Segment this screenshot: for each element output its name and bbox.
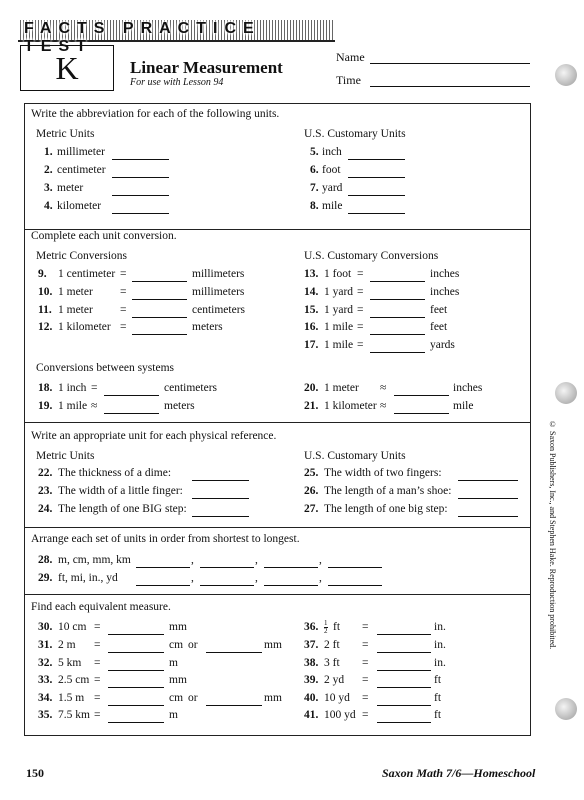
item-number: 18.	[38, 382, 53, 394]
comma-separator: ,	[319, 572, 322, 584]
operator: =	[91, 382, 98, 394]
item-number: 14.	[304, 286, 319, 298]
answer-blank[interactable]	[108, 670, 164, 671]
unit-label: meters	[164, 400, 195, 412]
operator: ≈	[380, 400, 387, 412]
item-number: 22.	[38, 467, 53, 479]
column-heading: U.S. Customary Units	[304, 450, 406, 462]
unit-label: cm	[169, 692, 184, 704]
item-label: The length of a man’s shoe:	[324, 485, 452, 497]
unit-label: feet	[430, 321, 448, 333]
item-number: 12.	[38, 321, 53, 333]
quantity-label: 3 ft	[324, 657, 340, 669]
equals-sign: =	[362, 657, 369, 669]
quantity-label: 2 ft	[324, 639, 340, 651]
quantity-label: 1 meter	[324, 382, 359, 394]
unit-label: in.	[434, 621, 446, 633]
copyright-note: © Saxon Publishers, Inc., and Stephen Hake. Reproduction prohibited.	[548, 420, 557, 650]
answer-blank[interactable]	[370, 281, 425, 282]
answer-blank[interactable]	[458, 480, 518, 481]
answer-blank[interactable]	[377, 652, 431, 653]
item-number: 21.	[304, 400, 319, 412]
item-label: m, cm, mm, km	[58, 554, 131, 566]
answer-blank[interactable]	[108, 722, 164, 723]
item-number: 16.	[304, 321, 319, 333]
item-number: 1.	[44, 146, 53, 158]
column-heading: U.S. Customary Units	[304, 128, 406, 140]
item-number: 31.	[38, 639, 53, 651]
item-number: 25.	[304, 467, 319, 479]
operator: =	[120, 321, 127, 333]
unit-label: mm	[169, 621, 187, 633]
answer-blank[interactable]	[112, 195, 169, 196]
book-title: Saxon Math 7/6—Homeschool	[382, 766, 536, 780]
test-letter-box: K	[20, 45, 114, 91]
binder-hole	[555, 382, 577, 404]
quantity-label: 10 yd	[324, 692, 350, 704]
operator: =	[357, 286, 364, 298]
unit-label: mm	[169, 674, 187, 686]
item-number: 34.	[38, 692, 53, 704]
item-number: 38.	[304, 657, 319, 669]
answer-blank[interactable]	[108, 687, 164, 688]
page-title: Linear Measurement	[130, 58, 283, 77]
order-blank[interactable]	[136, 567, 190, 568]
fraction-numerator: 1	[324, 619, 328, 627]
item-label: kilometer	[57, 200, 102, 212]
answer-blank[interactable]	[192, 516, 249, 517]
page-subtitle: For use with Lesson 94	[130, 77, 224, 88]
item-label: yard	[322, 182, 343, 194]
unit-label: centimeters	[164, 382, 218, 394]
answer-blank[interactable]	[377, 722, 431, 723]
order-blank[interactable]	[264, 585, 318, 586]
quantity-label: 1 foot	[324, 268, 352, 280]
answer-blank[interactable]	[206, 652, 262, 653]
item-number: 4.	[44, 200, 53, 212]
answer-blank[interactable]	[132, 334, 187, 335]
operator: =	[120, 286, 127, 298]
answer-blank[interactable]	[132, 317, 187, 318]
item-number: 13.	[304, 268, 319, 280]
item-number: 19.	[38, 400, 53, 412]
item-number: 6.	[310, 164, 319, 176]
answer-blank[interactable]	[458, 516, 518, 517]
quantity-label: 1 yard	[324, 304, 354, 316]
answer-blank[interactable]	[132, 299, 187, 300]
comma-separator: ,	[255, 572, 258, 584]
column-heading: U.S. Customary Conversions	[304, 250, 439, 262]
unit-label: meters	[192, 321, 223, 333]
equals-sign: =	[362, 621, 369, 633]
quantity-label: 1 mile	[324, 321, 354, 333]
item-number: 30.	[38, 621, 53, 633]
item-label: The thickness of a dime:	[58, 467, 172, 479]
answer-blank[interactable]	[112, 213, 169, 214]
item-number: 26.	[304, 485, 319, 497]
fraction-one-half	[324, 620, 329, 635]
item-number: 9.	[38, 268, 47, 280]
order-blank[interactable]	[328, 567, 382, 568]
quantity-label: 1 meter	[58, 304, 93, 316]
column-heading: Metric Units	[36, 128, 95, 140]
quantity-label: 1 inch	[58, 382, 87, 394]
item-number: 27.	[304, 503, 319, 515]
item-label: The length of one BIG step:	[58, 503, 187, 515]
item-number: 32.	[38, 657, 53, 669]
equals-sign: =	[94, 621, 101, 633]
unit-label: in.	[434, 639, 446, 651]
answer-blank[interactable]	[112, 159, 169, 160]
item-number: 3.	[44, 182, 53, 194]
item-number: 5.	[310, 146, 319, 158]
item-label: inch	[322, 146, 342, 158]
item-number: 15.	[304, 304, 319, 316]
answer-blank[interactable]	[112, 177, 169, 178]
unit-label: ft	[434, 709, 442, 721]
answer-blank[interactable]	[348, 177, 405, 178]
name-label: Name	[336, 50, 365, 64]
quantity-label: 7.5 km	[58, 709, 90, 721]
unit-label: m	[169, 657, 178, 669]
unit-label: inches	[430, 286, 460, 298]
column-heading: Metric Units	[36, 450, 95, 462]
banner-text: FACTS PRACTICE TEST	[24, 20, 261, 55]
or-label: or	[188, 692, 198, 704]
order-blank[interactable]	[328, 585, 382, 586]
answer-blank[interactable]	[108, 634, 164, 635]
unit-label: ft	[434, 692, 442, 704]
operator: =	[120, 304, 127, 316]
item-number: 11.	[38, 304, 52, 316]
subsection-heading: Conversions between systems	[36, 362, 174, 374]
unit-label: inches	[430, 268, 460, 280]
quantity-label: 1.5 m	[58, 692, 85, 704]
quantity-label: 1 mile	[58, 400, 88, 412]
answer-blank[interactable]	[370, 317, 425, 318]
item-label: The width of a little finger:	[58, 485, 183, 497]
order-blank[interactable]	[264, 567, 318, 568]
answer-blank[interactable]	[192, 480, 249, 481]
item-label: mile	[322, 200, 343, 212]
operator: ≈	[380, 382, 387, 394]
binder-hole	[555, 698, 577, 720]
unit-label: mile	[453, 400, 474, 412]
item-number: 28.	[38, 554, 53, 566]
quantity-label: 5 km	[58, 657, 82, 669]
equals-sign: =	[94, 639, 101, 651]
fraction-denominator: 2	[324, 627, 328, 635]
quantity-label: 1 yard	[324, 286, 354, 298]
quantity-label: 1 mile	[324, 339, 354, 351]
item-number: 2.	[44, 164, 53, 176]
page-number: 150	[26, 766, 44, 780]
item-number: 20.	[304, 382, 319, 394]
answer-blank[interactable]	[370, 352, 425, 353]
section-instruction: Find each equivalent measure.	[31, 601, 171, 613]
quantity-label: 2.5 cm	[58, 674, 90, 686]
column-heading: Metric Conversions	[36, 250, 128, 262]
answer-blank[interactable]	[192, 498, 249, 499]
quantity-label: 1 kilometer	[324, 400, 377, 412]
answer-blank[interactable]	[348, 195, 405, 196]
item-number: 24.	[38, 503, 53, 515]
item-label: The width of two fingers:	[324, 467, 442, 479]
equals-sign: =	[94, 709, 101, 721]
section-instruction: Write an appropriate unit for each physical reference.	[31, 430, 277, 442]
item-label: foot	[322, 164, 341, 176]
order-blank[interactable]	[136, 585, 190, 586]
order-blank[interactable]	[200, 585, 254, 586]
operator: ≈	[91, 400, 98, 412]
answer-blank[interactable]	[108, 705, 164, 706]
quantity-label: 10 cm	[58, 621, 87, 633]
item-number: 8.	[310, 200, 319, 212]
item-number: 36.	[304, 621, 319, 633]
quantity-label: 1 meter	[58, 286, 93, 298]
unit-label: mm	[264, 692, 282, 704]
quantity-label: 1 kilometer	[58, 321, 111, 333]
unit-label: ft	[434, 674, 442, 686]
facts-practice-banner	[18, 20, 335, 55]
unit-label: feet	[430, 304, 448, 316]
quantity-label: 2 m	[58, 639, 76, 651]
item-number: 40.	[304, 692, 319, 704]
item-number: 37.	[304, 639, 319, 651]
operator: =	[357, 339, 364, 351]
time-field[interactable]	[370, 86, 530, 87]
answer-blank[interactable]	[348, 159, 405, 160]
answer-blank[interactable]	[206, 705, 262, 706]
equals-sign: =	[362, 639, 369, 651]
quantity-label: 1 centimeter	[58, 268, 116, 280]
answer-blank[interactable]	[458, 498, 518, 499]
answer-blank[interactable]	[394, 413, 449, 414]
time-label: Time	[336, 73, 361, 87]
answer-blank[interactable]	[377, 634, 431, 635]
unit-label: millimeters	[192, 268, 245, 280]
answer-blank[interactable]	[104, 413, 159, 414]
operator: =	[120, 268, 127, 280]
section-instruction: Arrange each set of units in order from shortest to longest.	[31, 533, 300, 545]
comma-separator: ,	[319, 554, 322, 566]
answer-blank[interactable]	[370, 299, 425, 300]
unit-label: millimeters	[192, 286, 245, 298]
item-number: 33.	[38, 674, 53, 686]
unit-label: inches	[453, 382, 483, 394]
section-instruction: Write the abbreviation for each of the following units.	[31, 108, 280, 120]
item-label: meter	[57, 182, 84, 194]
unit-label: in.	[434, 657, 446, 669]
operator: =	[357, 304, 364, 316]
equals-sign: =	[362, 674, 369, 686]
unit-label: yards	[430, 339, 455, 351]
equals-sign: =	[362, 692, 369, 704]
or-label: or	[188, 639, 198, 651]
quantity-label: 2 yd	[324, 674, 345, 686]
comma-separator: ,	[191, 572, 194, 584]
equals-sign: =	[94, 692, 101, 704]
item-number: 23.	[38, 485, 53, 497]
operator: =	[357, 321, 364, 333]
equals-sign: =	[94, 674, 101, 686]
item-number: 29.	[38, 572, 53, 584]
answer-blank[interactable]	[348, 213, 405, 214]
unit-label: centimeters	[192, 304, 246, 316]
item-number: 17.	[304, 339, 319, 351]
answer-blank[interactable]	[394, 395, 449, 396]
quantity-label: ft	[333, 621, 341, 633]
comma-separator: ,	[191, 554, 194, 566]
quantity-label: 100 yd	[324, 709, 356, 721]
answer-blank[interactable]	[377, 670, 431, 671]
equals-sign: =	[94, 657, 101, 669]
item-label: The length of one big step:	[324, 503, 448, 515]
name-field[interactable]	[370, 63, 530, 64]
answer-blank[interactable]	[108, 652, 164, 653]
item-label: centimeter	[57, 164, 106, 176]
operator: =	[357, 268, 364, 280]
comma-separator: ,	[255, 554, 258, 566]
answer-blank[interactable]	[377, 705, 431, 706]
item-label: ft, mi, in., yd	[58, 572, 118, 584]
item-label: millimeter	[57, 146, 105, 158]
unit-label: m	[169, 709, 178, 721]
binder-hole	[555, 64, 577, 86]
answer-blank[interactable]	[104, 395, 159, 396]
unit-label: cm	[169, 639, 184, 651]
order-blank[interactable]	[200, 567, 254, 568]
item-number: 10.	[38, 286, 53, 298]
item-number: 41.	[304, 709, 319, 721]
answer-blank[interactable]	[377, 687, 431, 688]
item-number: 35.	[38, 709, 53, 721]
unit-label: mm	[264, 639, 282, 651]
item-number: 39.	[304, 674, 319, 686]
answer-blank[interactable]	[132, 281, 187, 282]
answer-blank[interactable]	[370, 334, 425, 335]
equals-sign: =	[362, 709, 369, 721]
section-instruction: Complete each unit conversion.	[31, 230, 177, 242]
item-number: 7.	[310, 182, 319, 194]
